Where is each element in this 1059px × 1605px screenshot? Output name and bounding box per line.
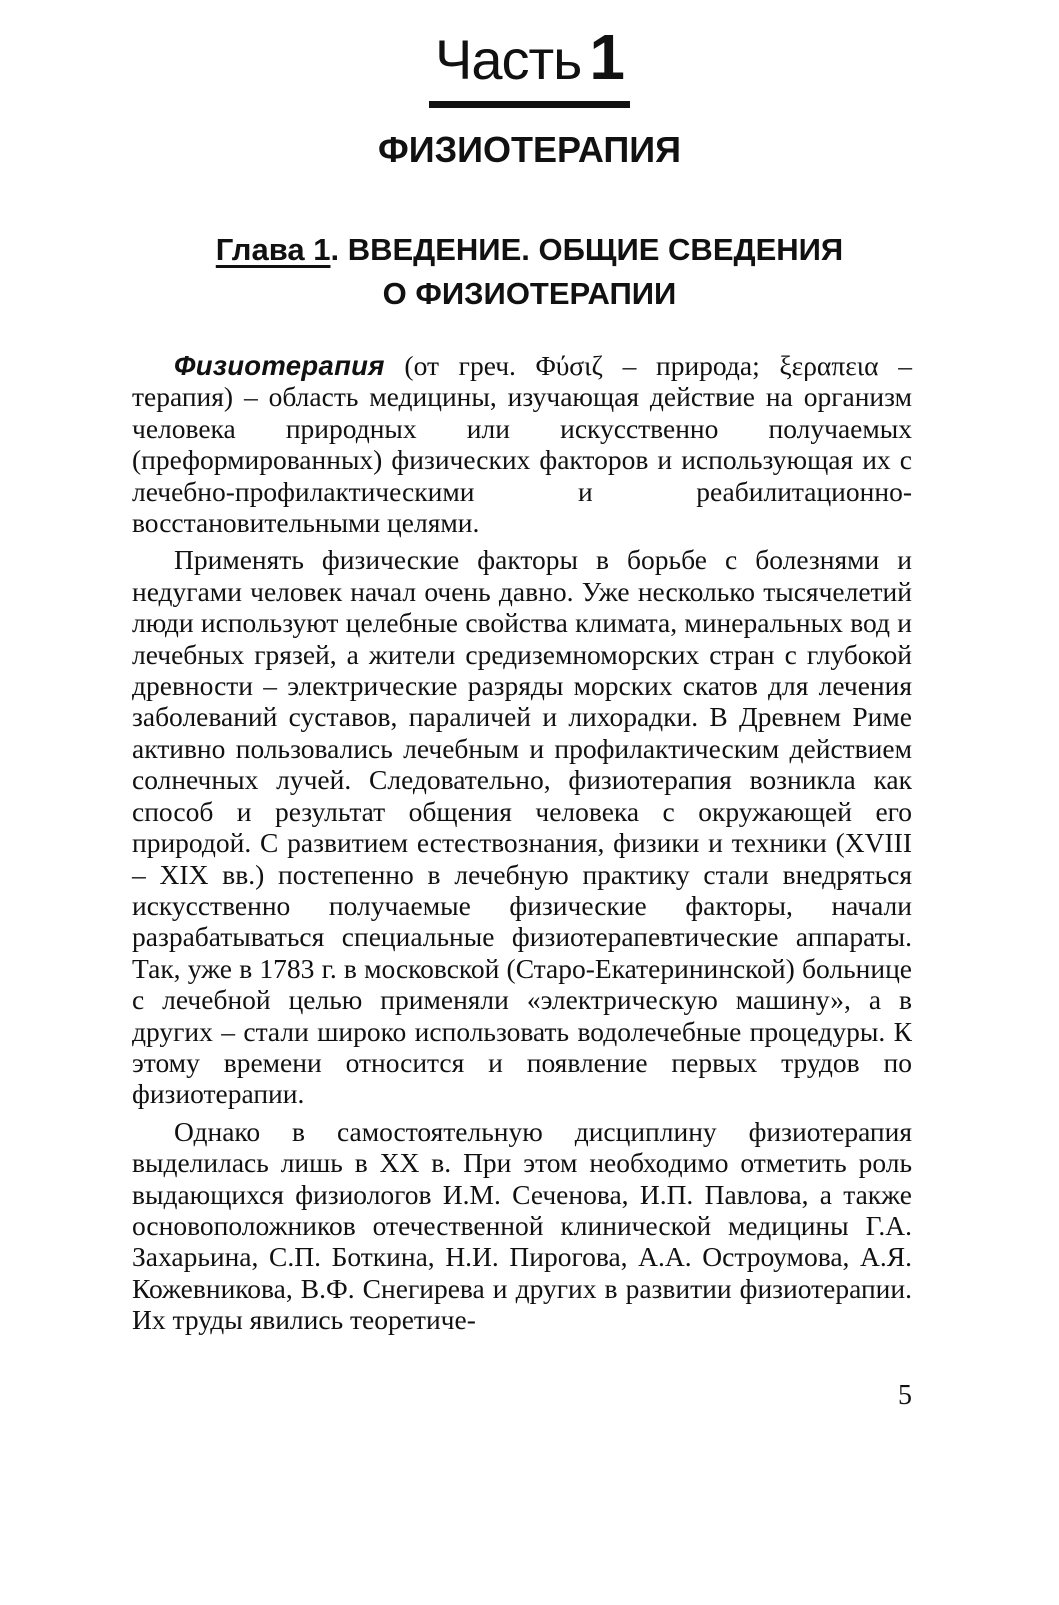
part-number: 1 (589, 21, 624, 93)
chapter-title-text-1: . ВВЕДЕНИЕ. ОБЩИЕ СВЕДЕНИЯ (330, 232, 844, 267)
chapter-title-line-1 (0, 228, 1059, 272)
part-heading (0, 22, 1059, 108)
page-number: 5 (898, 1380, 912, 1411)
paragraph-3: Однако в самостоятельную дисциплину физиотерапия выделилась лишь в XX в. При этом необходимо отметить роль выдающихся физиологов И.М. Сеченова, И.П. Павлова, а также основоположников отечественной клинической медицины Г.А. Захарьина, С.П. Боткина, Н.И. Пирогова, А.А. Остроумова, А.Я. Кожевникова, В.Ф. Снегирева и других в развитии физиотерапии. Их труды явились теоретиче- (132, 1115, 912, 1336)
paragraph-1 (132, 350, 912, 538)
part-title (429, 22, 630, 108)
paragraph-1-text: (от греч. Φύσιζ – природа; ξεραπεια – терапия) – область медицины, изучающая действие на организм человека природных или искусственно получаемых (преформированных) физических факторов и использующая их с лечебно-профилактическими и реабилитационно-восстановительными целями. (132, 350, 912, 539)
chapter-title (0, 228, 1059, 316)
chapter-label: Глава 1 (215, 232, 331, 267)
paragraph-2: Применять физические факторы в борьбе с болезнями и недугами человек начал очень давно. Уже несколько тысячелетий люди используют целебные свойства климата, минеральных вод и лечебных грязей, а жители средиземноморских стран с глубокой древности – электрические разряды морских скатов для лечения заболеваний суставов, параличей и лихорадки. В Древнем Риме активно пользовались лечебным и профилактическим действием солнечных лучей. Следовательно, физиотерапия возникла как способ и результат общения человека с окружающей его природой. С развитием естествознания, физики и техники (XVIII – XIX вв.) постепенно в лечебную практику стали внедряться искусственно получаемые физические факторы, начали разрабатываться специальные физиотерапевтические аппараты. Так, уже в 1783 г. в московской (Старо-Екатерининской) больнице с лечебной целью применяли «электрическую машину», а в других – стали широко использовать водолечебные процедуры. К этому времени относится и появление первых трудов по физиотерапии. (132, 544, 912, 1110)
section-title: ФИЗИОТЕРАПИЯ (377, 129, 682, 170)
part-label: Часть (435, 28, 582, 91)
body-text (132, 350, 912, 1342)
chapter-title-line-2: О ФИЗИОТЕРАПИИ (382, 276, 677, 311)
defined-term: Физиотерапия (174, 350, 385, 381)
